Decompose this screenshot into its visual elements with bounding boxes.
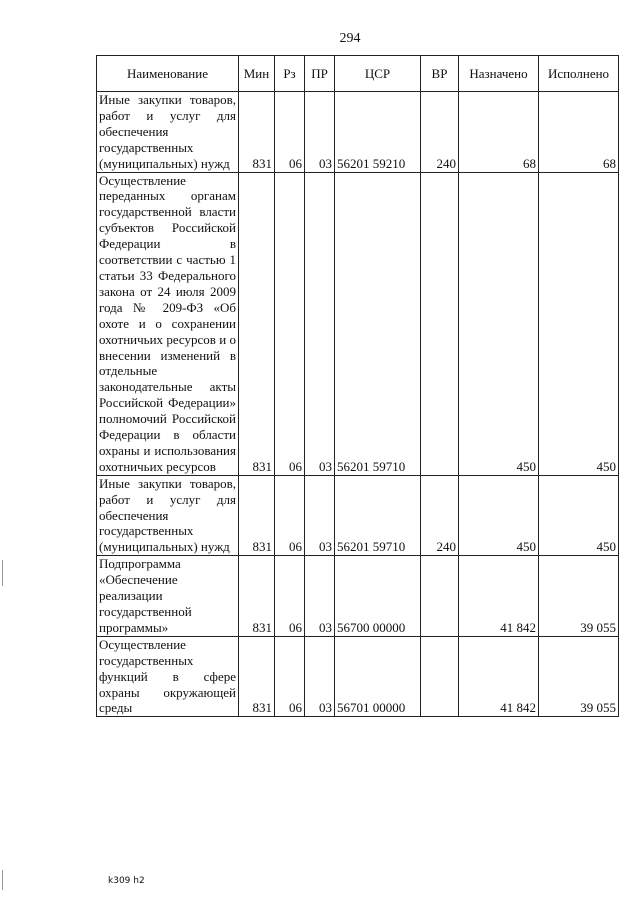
row-vr — [421, 556, 459, 637]
margin-scan-mark — [2, 560, 3, 586]
row-min: 831 — [239, 92, 275, 173]
row-executed: 68 — [539, 92, 619, 173]
row-csr: 56201 59710 — [335, 172, 421, 475]
row-pr: 03 — [305, 172, 335, 475]
document-code: k309 h2 — [108, 876, 145, 886]
table-row — [97, 556, 619, 637]
header-csr: ЦСР — [335, 56, 421, 92]
row-rz: 06 — [275, 556, 305, 637]
row-name: Иные закупки товаров, работ и услуг для обеспечения государственных (муниципальных) нужд — [97, 475, 239, 556]
row-name: Осуществление переданных органам государственной власти субъектов Российской Федерации в соответствии с частью 1 статьи 33 Федерального закона от 24 июля 2009 года № 209-ФЗ «Об охоте и о сохранении охотничьих ресурсов и о внесении изменений в отдельные законодательные акты Российской Федерации» полномочий Российской Федерации в области охраны и использования охотничьих ресурсов — [97, 172, 239, 475]
row-rz: 06 — [275, 475, 305, 556]
table-row — [97, 92, 619, 173]
row-vr: 240 — [421, 475, 459, 556]
row-pr: 03 — [305, 92, 335, 173]
margin-scan-mark — [2, 870, 3, 890]
row-name: Подпрограмма «Обеспечение реализации государственной программы» — [97, 556, 239, 637]
table-row — [97, 172, 619, 475]
page-number: 294 — [339, 31, 361, 46]
row-assigned: 41 842 — [459, 636, 539, 717]
header-rz: Рз — [275, 56, 305, 92]
row-rz: 06 — [275, 92, 305, 173]
row-assigned: 450 — [459, 475, 539, 556]
row-csr: 56201 59710 — [335, 475, 421, 556]
row-csr: 56201 59210 — [335, 92, 421, 173]
header-min: Мин — [239, 56, 275, 92]
row-assigned: 450 — [459, 172, 539, 475]
row-min: 831 — [239, 556, 275, 637]
row-vr — [421, 636, 459, 717]
row-csr: 56700 00000 — [335, 556, 421, 637]
row-name: Иные закупки товаров, работ и услуг для обеспечения государственных (муниципальных) нужд — [97, 92, 239, 173]
row-min: 831 — [239, 172, 275, 475]
row-pr: 03 — [305, 475, 335, 556]
row-name: Осуществление государственных функций в сфере охраны окружающей среды — [97, 636, 239, 717]
row-executed: 39 055 — [539, 636, 619, 717]
row-rz: 06 — [275, 636, 305, 717]
table-row — [97, 636, 619, 717]
row-min: 831 — [239, 475, 275, 556]
row-executed: 39 055 — [539, 556, 619, 637]
header-name: Наименование — [97, 56, 239, 92]
row-min: 831 — [239, 636, 275, 717]
row-vr — [421, 172, 459, 475]
row-rz: 06 — [275, 172, 305, 475]
row-executed: 450 — [539, 475, 619, 556]
header-vr: ВР — [421, 56, 459, 92]
row-executed: 450 — [539, 172, 619, 475]
table-row — [97, 475, 619, 556]
row-assigned: 68 — [459, 92, 539, 173]
header-executed: Исполнено — [539, 56, 619, 92]
header-pr: ПР — [305, 56, 335, 92]
row-vr: 240 — [421, 92, 459, 173]
row-assigned: 41 842 — [459, 556, 539, 637]
row-csr: 56701 00000 — [335, 636, 421, 717]
row-pr: 03 — [305, 636, 335, 717]
header-assigned: Назначено — [459, 56, 539, 92]
table-header-row — [97, 56, 619, 92]
budget-table — [96, 55, 619, 717]
row-pr: 03 — [305, 556, 335, 637]
